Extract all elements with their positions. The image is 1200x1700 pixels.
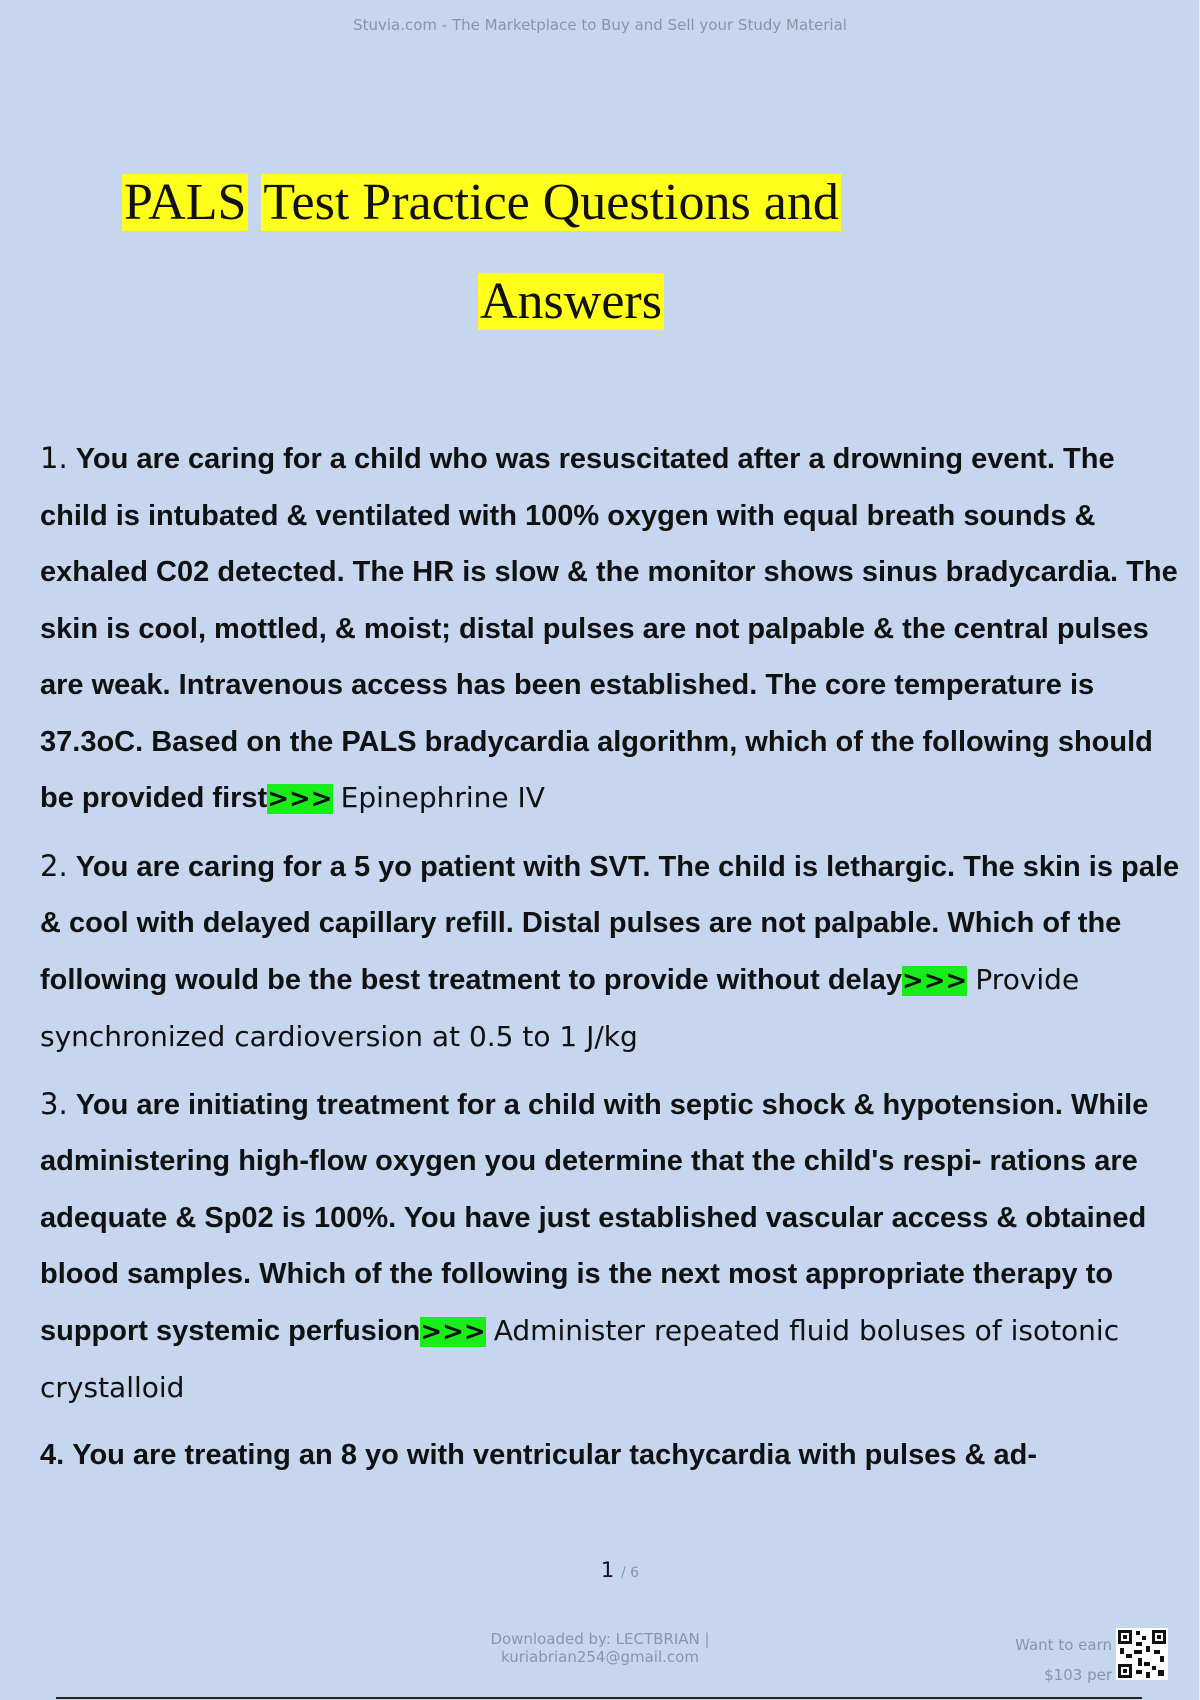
title-line-1	[122, 171, 841, 235]
title-word-answers: Answers	[480, 273, 662, 330]
question-item-1	[40, 430, 1190, 828]
questions-list	[40, 430, 1190, 1493]
question-text: You are caring for a 5 yo patient with SVT. The child is lethargic. The skin is pale & cool with delayed capillary refill. Distal pulses are not palpable. Which of the following would be the best treatment to provide without delay	[40, 850, 1180, 996]
question-number: 1.	[40, 441, 68, 475]
earn-line-2: $103 per	[1044, 1666, 1112, 1684]
question-number: 4.	[40, 1438, 65, 1471]
title-word-pals: PALS	[124, 174, 247, 231]
question-text: You are treating an 8 yo with ventricular tachycardia with pulses & ad-	[72, 1438, 1038, 1471]
stuvia-watermark: Stuvia.com - The Marketplace to Buy and Sell your Study Material	[353, 16, 847, 34]
answer-arrow-marker: >>>	[420, 1316, 486, 1347]
qr-code-icon[interactable]	[1116, 1628, 1168, 1680]
question-item-3	[40, 1076, 1190, 1417]
question-text: You are caring for a child who was resuscitated after a drowning event. The child is intubated & ventilated with 100% oxygen with equal breath sounds & exhaled C02 detected. The HR is slow & the monitor shows sinus bradycardia. The skin is cool, mottled, & moist; distal pulses are not palpable & the central pulses are weak. Intravenous access has been established. The core temperature is 37.3oC. Based on the PALS bradycardia algorithm, which of the following should be provided first	[40, 443, 1178, 814]
answer-arrow-marker: >>>	[901, 965, 968, 996]
answer-text: Provide synchronized cardioversion at 0.5 to 1 J/kg	[40, 962, 1080, 1053]
question-text: You are initiating treatment for a child with septic shock & hypotension. While administering high-flow oxygen you determine that the child's respi- rations are adequate & Sp02 is 100%. You have just established vascular access & obtained blood samples. Which of the following is the next most appropriate therapy to support systemic perfusion	[40, 1088, 1149, 1347]
question-item-4-partial	[40, 1427, 1190, 1484]
earn-line-1: Want to earn	[1015, 1636, 1112, 1654]
title-rest: Test Practice Questions and	[263, 174, 839, 231]
earn-promo[interactable]	[980, 1630, 1112, 1690]
page-total: / 6	[620, 1565, 640, 1581]
download-note: Downloaded by: LECTBRIAN | kuriabrian254@gmail.com	[490, 1630, 710, 1666]
page-indicator	[560, 1558, 680, 1582]
question-number: 2.	[40, 848, 68, 883]
answer-arrow-marker: >>>	[267, 784, 333, 814]
answer-text: Epinephrine IV	[340, 781, 545, 814]
question-item-2	[40, 838, 1190, 1066]
answer-text: Administer repeated fluid boluses of isotonic crystalloid	[40, 1313, 1120, 1404]
bottom-divider	[56, 1697, 1142, 1699]
title-line-2	[478, 270, 664, 334]
page-current: 1	[600, 1558, 615, 1582]
question-number: 3.	[40, 1086, 68, 1121]
